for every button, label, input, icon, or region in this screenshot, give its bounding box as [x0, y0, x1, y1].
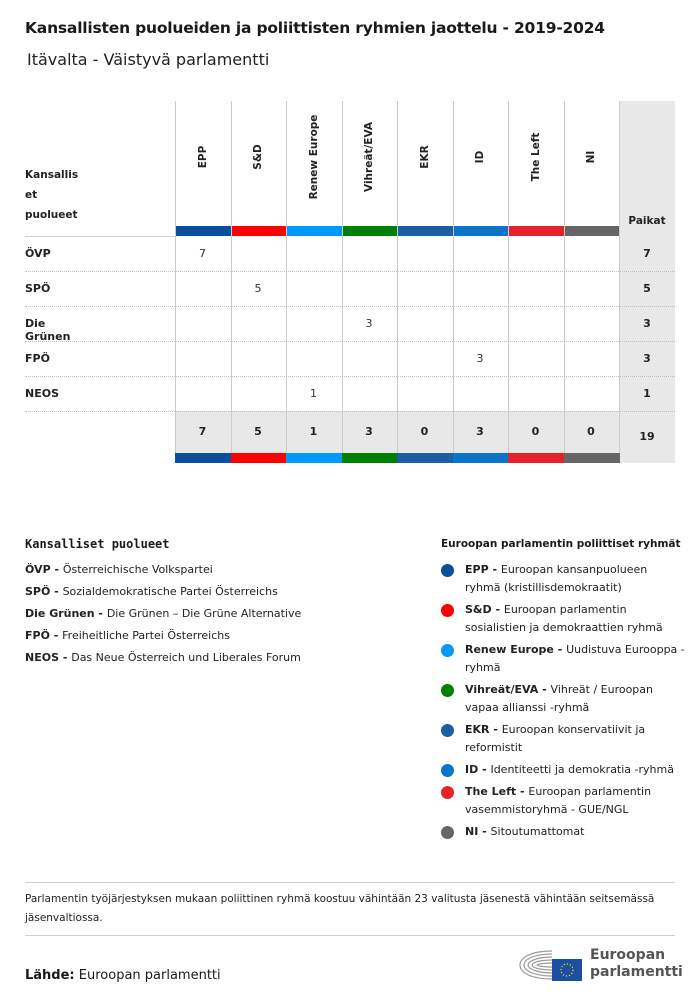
source-value: Euroopan parlamentti — [78, 968, 221, 983]
column-total: 3 — [365, 425, 373, 438]
national-party-legend-item — [25, 607, 301, 620]
political-group-legend-item — [465, 601, 685, 637]
legend-abbr: The Left - — [465, 785, 529, 798]
row-divider — [25, 376, 675, 377]
column-color-bar — [508, 226, 564, 236]
column-color-bar — [175, 226, 231, 236]
row-total: 7 — [643, 247, 651, 260]
header-divider — [25, 236, 175, 237]
column-divider — [397, 101, 398, 453]
table-cell: 7 — [199, 247, 206, 260]
source-label: Lähde: — [25, 968, 75, 983]
legend-abbr: ID - — [465, 763, 491, 776]
legend-abbr: ÖVP - — [25, 563, 63, 576]
political-group-legend-item — [465, 561, 685, 597]
column-color-bar-bottom — [342, 453, 398, 463]
national-party-legend-item — [25, 651, 301, 664]
row-divider — [25, 411, 675, 412]
column-color-bar — [342, 226, 398, 236]
legend-color-dot-icon — [441, 724, 454, 737]
row-label-die-gr-nen: Die Grünen — [25, 317, 71, 343]
hemicycle-icon — [518, 945, 584, 983]
legend-color-dot-icon — [441, 826, 454, 839]
row-divider — [25, 271, 675, 272]
legend-abbr: NEOS - — [25, 651, 72, 664]
legend-color-dot-icon — [441, 786, 454, 799]
grand-total: 19 — [639, 430, 655, 443]
column-total: 5 — [254, 425, 262, 438]
legend-name: Identiteetti ja demokratia -ryhmä — [490, 763, 674, 776]
legend-name: Euroopan parlamentin sosialistien ja demokraattien ryhmä — [465, 603, 663, 634]
legend-abbr: EKR - — [465, 723, 502, 736]
legend-abbr: NI - — [465, 825, 491, 838]
legend-name: Sozialdemokratische Partei Österreichs — [62, 585, 278, 598]
legend-name: Euroopan parlamentin vasemmistoryhmä - GUE/NGL — [465, 785, 652, 816]
column-total: 7 — [198, 425, 207, 438]
column-divider — [564, 101, 565, 453]
column-divider — [342, 101, 343, 453]
column-color-bar — [231, 226, 287, 236]
column-header-label: EKR — [418, 145, 431, 169]
legend-color-dot-icon — [441, 564, 454, 577]
national-parties-legend-title: Kansalliset puolueet — [25, 537, 170, 551]
column-header-label: EPP — [196, 145, 209, 169]
column-color-bar-bottom — [508, 453, 564, 463]
divider — [25, 882, 675, 883]
column-header-label: S&D — [252, 144, 264, 170]
legend-abbr: Vihreät/EVA - — [465, 683, 551, 696]
column-color-bar-bottom — [564, 453, 620, 463]
legend-name: Die Grünen – Die Grüne Alternative — [106, 607, 302, 620]
legend-abbr: Die Grünen - — [25, 607, 107, 620]
column-header-label: ID — [474, 150, 486, 164]
chart-title: Kansallisten puolueiden ja poliittisten ryhmien jaottelu - 2019-2024 — [25, 19, 605, 37]
total-column-header: Paikat — [628, 215, 666, 227]
column-header-the-left — [508, 101, 563, 226]
column-header-id — [453, 101, 508, 226]
table-cell: 3 — [476, 352, 484, 365]
row-label-sp-: SPÖ — [25, 282, 51, 295]
eu-flag-icon — [552, 959, 582, 981]
legend-color-dot-icon — [441, 644, 454, 657]
column-header-s-d — [231, 101, 286, 226]
column-divider — [453, 101, 454, 453]
legend-abbr: Renew Europe - — [465, 643, 567, 656]
row-total: 1 — [643, 387, 651, 400]
column-color-bar-bottom — [286, 453, 342, 463]
source — [25, 968, 221, 983]
row-label-neos: NEOS — [25, 387, 59, 400]
column-total: 3 — [476, 425, 484, 438]
national-party-legend-item — [25, 629, 230, 642]
row-header-label: Kansallis — [25, 169, 79, 181]
column-divider — [619, 101, 620, 453]
column-header-renew-europe — [286, 101, 341, 226]
column-header-label: NI — [585, 150, 597, 164]
legend-abbr: S&D - — [465, 603, 504, 616]
chart-subtitle: Itävalta - Väistyvä parlamentti — [27, 50, 270, 69]
row-header-label: et — [25, 189, 38, 201]
political-group-legend-item — [465, 761, 685, 779]
legend-name: Vihreät / Euroopan vapaa allianssi -ryhmä — [465, 683, 654, 714]
row-divider — [25, 306, 675, 307]
legend-color-dot-icon — [441, 684, 454, 697]
row-header-label: puolueet — [25, 209, 78, 221]
column-divider — [286, 101, 287, 453]
legend-name: Euroopan konservatiivit ja reformistit — [465, 723, 646, 754]
row-total: 3 — [643, 317, 651, 330]
footnote: Parlamentin työjärjestyksen mukaan poliittinen ryhmä koostuu vähintään 23 valitusta jäsenestä vähintään seitsemässä jäsenvaltiossa. — [25, 893, 655, 924]
column-header-label: The Left — [529, 132, 542, 182]
column-divider — [175, 101, 176, 453]
column-header-ni — [564, 101, 619, 226]
legend-abbr: EPP - — [465, 563, 501, 576]
column-divider — [231, 101, 232, 453]
legend-name: Sitoutumattomat — [490, 825, 585, 838]
column-header-label: Renew Europe — [307, 114, 320, 200]
row-total: 3 — [643, 352, 651, 365]
legend-name: Freiheitliche Partei Österreichs — [62, 629, 230, 642]
political-group-legend-item — [465, 721, 685, 757]
national-party-legend-item — [25, 563, 213, 576]
column-color-bar — [397, 226, 453, 236]
legend-abbr: FPÖ - — [25, 629, 63, 642]
table-cell: 5 — [254, 282, 262, 295]
column-total: 0 — [420, 425, 429, 438]
column-header-epp — [175, 101, 230, 226]
column-color-bar-bottom — [231, 453, 287, 463]
legend-name: Österreichische Volkspartei — [62, 563, 213, 576]
column-header-vihre-t-eva — [342, 101, 397, 226]
column-color-bar — [453, 226, 509, 236]
column-header-ekr — [397, 101, 452, 226]
column-color-bar-bottom — [175, 453, 231, 463]
row-divider — [25, 341, 675, 342]
political-groups-legend-title: Euroopan parlamentin poliittiset ryhmät — [441, 538, 681, 550]
legend-color-dot-icon — [441, 604, 454, 617]
row-label-fp-: FPÖ — [25, 352, 50, 365]
legend-abbr: SPÖ - — [25, 585, 63, 598]
legend-name: Das Neue Österreich und Liberales Forum — [71, 651, 301, 664]
legend-name: Uudistuva Eurooppa -ryhmä — [465, 643, 685, 674]
row-total: 5 — [643, 282, 651, 295]
column-divider — [508, 101, 509, 453]
table-cell: 3 — [365, 317, 373, 330]
divider — [25, 935, 675, 936]
column-color-bar-bottom — [453, 453, 509, 463]
column-total: 0 — [531, 425, 540, 438]
political-group-legend-item — [465, 681, 685, 717]
column-total: 1 — [309, 425, 318, 438]
column-total: 0 — [587, 425, 595, 438]
political-group-legend-item — [465, 641, 685, 677]
table-cell: 1 — [310, 387, 317, 400]
column-header-label: Vihreät/EVA — [363, 122, 375, 192]
legend-color-dot-icon — [441, 764, 454, 777]
row-label--vp: ÖVP — [25, 247, 51, 260]
logo-text: Euroopan parlamentti — [590, 947, 683, 980]
legend-name: Euroopan kansanpuolueen ryhmä (kristillisdemokraatit) — [465, 563, 648, 594]
national-party-legend-item — [25, 585, 278, 598]
column-color-bar-bottom — [397, 453, 453, 463]
political-group-legend-item — [465, 823, 685, 841]
column-color-bar — [286, 226, 342, 236]
column-color-bar — [564, 226, 620, 236]
ep-logo — [518, 945, 683, 985]
political-group-legend-item — [465, 783, 685, 819]
